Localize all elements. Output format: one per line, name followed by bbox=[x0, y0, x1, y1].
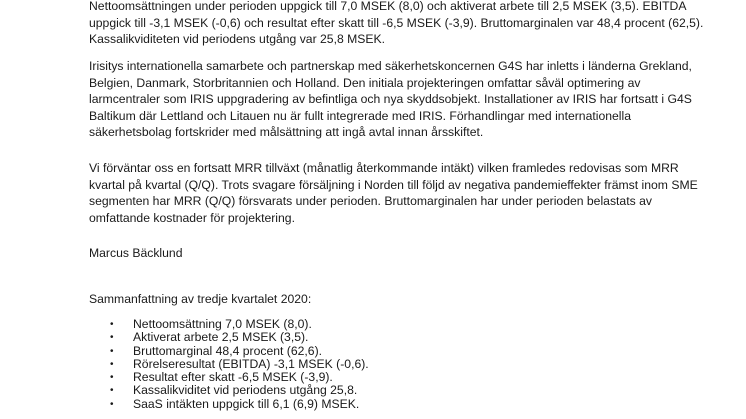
bullet-icon: • bbox=[110, 372, 114, 384]
text-line: segmenten har MRR (Q/Q) försvarats under perioden. Bruttomarginalen har under perioden belastats av bbox=[89, 194, 652, 208]
text-line: Nettoomsättningen under perioden uppgick till 7,0 MSEK (8,0) och aktiverat arbete till 2,5 MSEK (3,5). EBITDA bbox=[89, 0, 687, 13]
list-item-text: Resultat efter skatt -6,5 MSEK (-3,9). bbox=[133, 370, 333, 385]
text-line: Belgien, Danmark, Storbritannien och Holland. Den initiala projekteringen omfattar såväl optimering av bbox=[89, 75, 641, 90]
text-line: omfattande kostnader för projektering. bbox=[89, 210, 295, 225]
list-item-text: SaaS intäkten uppgick till 6,1 (6,9) MSEK. bbox=[133, 396, 360, 411]
list-item-text: Aktiverat arbete 2,5 MSEK (3,5). bbox=[133, 330, 309, 345]
paragraph-mrr-outlook bbox=[89, 160, 698, 226]
list-item bbox=[0, 318, 369, 331]
list-item bbox=[0, 398, 369, 411]
text-line: Baltikum där Lettland och Litauen nu är fullt integrerade med IRIS. Förhandlingar med internationella bbox=[89, 108, 631, 123]
list-item bbox=[0, 358, 369, 371]
text-line: säkerhetsbolag fortskrider med målsättning att ingå avtal innan årsskiftet. bbox=[89, 125, 484, 139]
list-item-text: Rörelseresultat (EBITDA) -3,1 MSEK (-0,6). bbox=[133, 356, 369, 371]
list-item-text: Bruttomarginal 48,4 procent (62,6). bbox=[133, 343, 323, 358]
text-line: Irisitys internationella samarbete och partnerskap med säkerhetskoncernen G4S har inletts i länderna Grekland, bbox=[89, 59, 692, 73]
text-line: uppgick till -3,1 MSEK (-0,6) och resultat efter skatt till -6,5 MSEK (-3,9). Bruttomarginalen var 48,4 procent (62,5). bbox=[89, 15, 704, 30]
summary-list bbox=[0, 318, 369, 411]
paragraph-g4s-partnership bbox=[89, 58, 692, 141]
text-line: larmcentraler som IRIS uppgradering av befintliga och nya skyddsobjekt. Installationer av IRIS har fortsatt i G4S bbox=[89, 92, 692, 106]
list-item bbox=[0, 331, 369, 344]
list-item bbox=[0, 371, 369, 384]
bullet-icon: • bbox=[110, 398, 114, 410]
bullet-icon: • bbox=[110, 319, 114, 330]
list-item-text: Nettoomsättning 7,0 MSEK (8,0). bbox=[133, 317, 312, 331]
summary-heading: Sammanfattning av tredje kvartalet 2020: bbox=[89, 292, 312, 306]
text-line: Kassalikviditeten vid periodens utgång var 25,8 MSEK. bbox=[89, 32, 386, 46]
bullet-icon: • bbox=[110, 345, 114, 357]
text-line: kvartal på kvartal (Q/Q). Trots svagare försäljning i Norden till följd av negativa pandemieffekter främst inom SME bbox=[89, 177, 698, 192]
paragraph-financials bbox=[89, 0, 703, 48]
text-line: Vi förväntar oss en fortsatt MRR tillväxt (månatlig återkommande intäkt) vilken framledes redovisas som MRR bbox=[89, 161, 679, 175]
signature: Marcus Bäcklund bbox=[89, 246, 183, 260]
list-item-text: Kassalikviditet vid periodens utgång 25,8. bbox=[133, 383, 358, 398]
list-item bbox=[0, 384, 369, 397]
bullet-icon: • bbox=[110, 358, 114, 370]
bullet-icon: • bbox=[110, 385, 114, 397]
bullet-icon: • bbox=[110, 332, 114, 344]
list-item bbox=[0, 345, 369, 358]
